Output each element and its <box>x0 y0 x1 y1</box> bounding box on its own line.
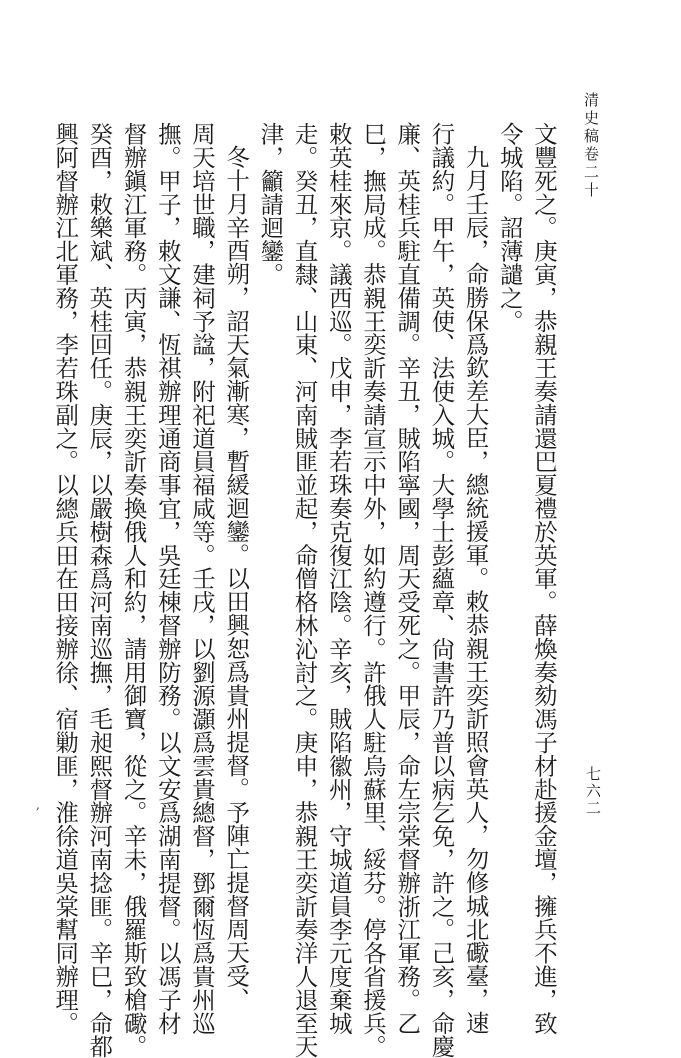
text-column: 津，籲請迴鑾。 <box>256 122 285 286</box>
text-column: 敕英桂來京。議西巡。戊申，李若珠奏克復江陰。辛亥，賊陷徽州，守城道員李元度棄城 <box>324 122 353 1035</box>
text-column: 冬十月辛酉朔，詔天氣漸寒，暫緩迴鑾。以田興恕爲貴州提督。予陣亡提督周天受、 <box>222 145 251 1012</box>
text-column: 令城陷。詔薄譴之。 <box>495 122 524 333</box>
text-column: 周天培世職，建祠予諡，附祀道員福咸等。壬戌，以劉源灝爲雲貴總督，鄧爾恆爲貴州巡 <box>187 122 216 1035</box>
text-column: 九月壬辰，命勝保爲欽差大臣，總統援軍。敕恭親王奕訢照會英人，勿修城北礮臺，速 <box>461 145 490 1035</box>
text-column: 癸酉，敕樂斌、英桂回任。庚辰，以嚴樹森爲河南巡撫，毛昶熙督辦河南捻匪。辛巳，命都 <box>85 122 114 1058</box>
text-column: 巳，撫局成。恭親王奕訢奏請宣示中外，如約遵行。許俄人駐烏蘇里、綏芬。停各省援兵。 <box>358 122 387 1058</box>
scan-mark: , <box>36 798 40 812</box>
text-column: 走。癸丑，直隸、山東、河南賊匪並起，命僧格林沁討之。庚申，恭親王奕訢奏洋人退至天 <box>290 122 319 1058</box>
page-number: 七六二 <box>584 766 602 817</box>
text-column: 行議約。甲午，英使、法使入城。大學士彭蘊章、尙書許乃普以病乞免，許之。己亥，命慶 <box>427 122 456 1058</box>
text-column: 督辦鎭江軍務。丙寅，恭親王奕訢奏換俄人和約，請用御寶，從之。辛未，俄羅斯致槍礮。 <box>119 122 148 1058</box>
text-column: 撫。甲子，敕文謙、恆祺辦理通商事宜，吳廷棟督辦防務。以文安爲湖南提督。以馮子材 <box>153 122 182 1035</box>
text-column: 文豐死之。庚寅，恭親王奏請還巴夏禮於英軍。薛煥奏劾馮子材赴援金壇，擁兵不進，致 <box>530 122 558 1035</box>
text-column: 廉、英桂兵駐直備調。辛丑，賊陷寧國，周天受死之。甲辰，命左宗棠督辦浙江軍務。乙 <box>393 122 422 1035</box>
body-text <box>51 122 561 1058</box>
text-column: 興阿督辦江北軍務，李若珠副之。以總兵田在田接辦徐、宿勦匪，淮徐道吳棠幫同辦理。 <box>51 122 80 1035</box>
running-header-title: 清史稿卷二十 <box>582 92 600 200</box>
